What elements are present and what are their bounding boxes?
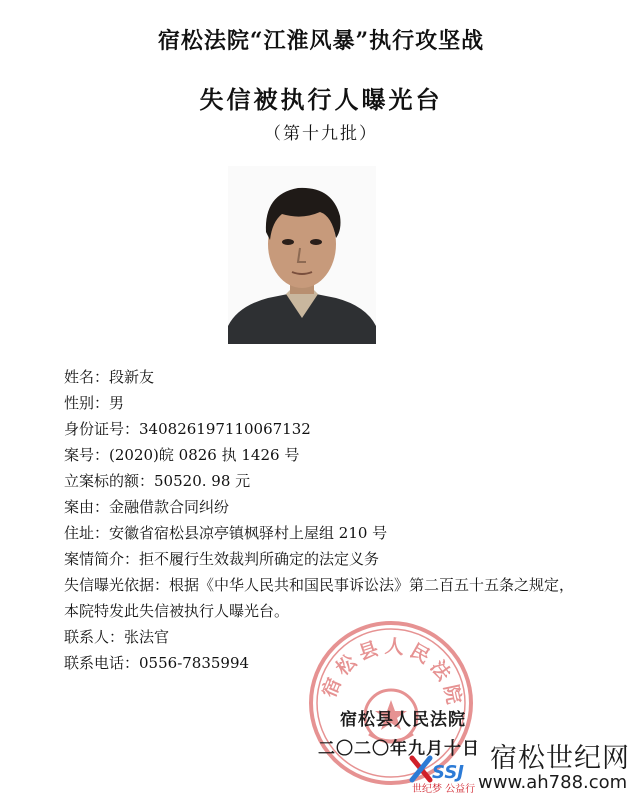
amount-label: 立案标的额： — [64, 472, 155, 490]
case-label: 案号： — [64, 446, 110, 464]
watermark-logo-text: SSJ — [432, 762, 464, 783]
name-value: 段新友 — [109, 368, 155, 386]
info-row-case — [64, 442, 624, 468]
cause-value: 金融借款合同纠纷 — [109, 498, 230, 516]
watermark-tagline: 世纪梦 公益行 — [412, 784, 476, 795]
gender-value: 男 — [109, 394, 125, 412]
basis-label: 失信曝光依据： — [64, 576, 170, 594]
info-row-amount — [64, 468, 624, 494]
court-signature: 宿松县人民法院 — [340, 710, 466, 730]
id-value: 340826197110067132 — [139, 420, 311, 438]
person-photo — [228, 166, 376, 344]
cause-label: 案由： — [64, 498, 110, 516]
basis-value: 根据《中华人民共和国民事诉讼法》第二百五十五条之规定，本院特发此失信被执行人曝光台。 — [64, 576, 575, 620]
address-value: 安徽省宿松县凉亭镇枫驿村上屋组 210 号 — [109, 524, 388, 542]
case-value: (2020)皖 0826 执 1426 号 — [109, 446, 300, 464]
info-row-basis — [64, 572, 584, 624]
info-row-address — [64, 520, 624, 546]
info-row-cause — [64, 494, 624, 520]
issue-date: 二〇二〇年九月十日 — [318, 739, 480, 759]
batch-label: （第十九批） — [264, 124, 378, 144]
phone-value: 0556-7835994 — [139, 654, 250, 672]
person-photo-illustration — [228, 166, 376, 344]
title-line-1: 宿松法院“江淮风暴”执行攻坚战 — [157, 28, 485, 54]
title-line-2: 失信被执行人曝光台 — [199, 85, 443, 114]
address-label: 住址： — [64, 524, 110, 542]
info-row-name — [64, 364, 624, 390]
id-label: 身份证号： — [64, 420, 140, 438]
info-row-summary — [64, 546, 624, 572]
info-row-id — [64, 416, 624, 442]
gender-label: 性别： — [64, 394, 110, 412]
contact-value: 张法官 — [124, 628, 170, 646]
info-row-gender — [64, 390, 624, 416]
watermark-site-name: 宿松世纪网 — [490, 743, 630, 774]
summary-label: 案情简介： — [64, 550, 140, 568]
watermark-url: www.ah788.com — [478, 772, 628, 793]
amount-value: 50520. 98 元 — [154, 472, 251, 490]
svg-text:宿松县人民法院 — [317, 635, 467, 711]
seal-text: 宿松县人民法院 — [318, 635, 466, 711]
summary-value: 拒不履行生效裁判所确定的法定义务 — [139, 550, 380, 568]
name-label: 姓名： — [64, 368, 110, 386]
phone-label: 联系电话： — [64, 654, 140, 672]
contact-label: 联系人： — [64, 628, 125, 646]
